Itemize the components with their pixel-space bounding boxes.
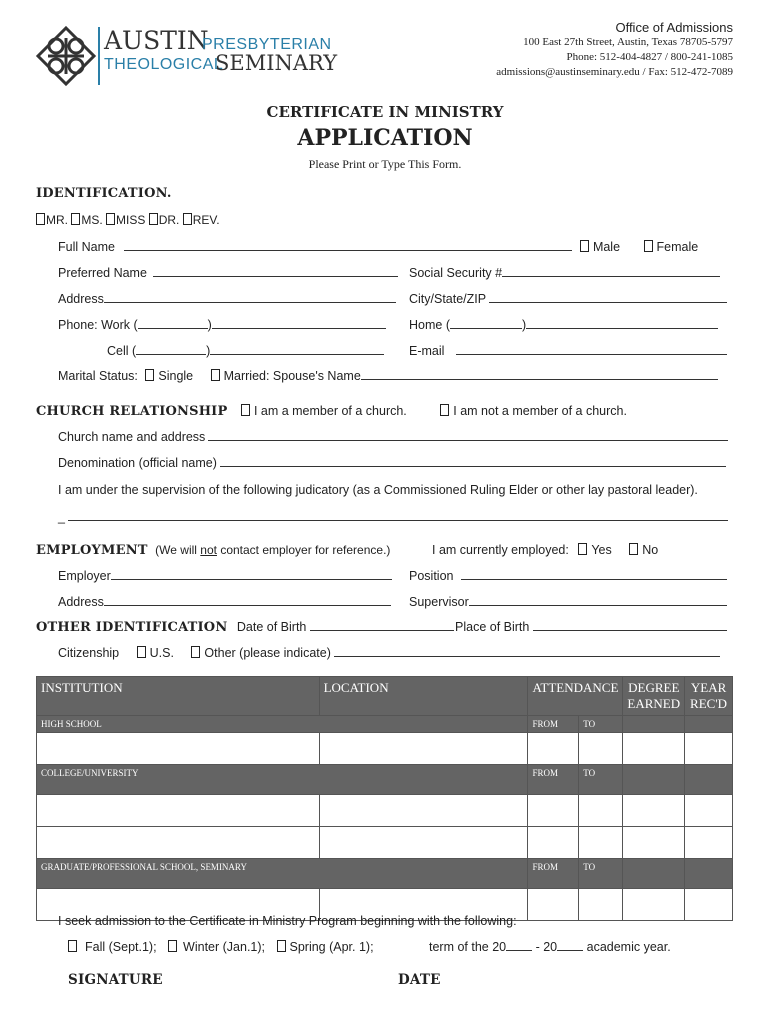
- location-header: LOCATION: [319, 677, 528, 716]
- term-row: Fall (Sept.1); Winter (Jan.1); Spring (Apr. 1);: [68, 940, 374, 954]
- employment-note: (We will not contact employer for reference.): [155, 543, 391, 557]
- work-area-code-field[interactable]: [138, 318, 208, 329]
- academic-year-row: term of the 20 - 20 academic year.: [429, 940, 671, 954]
- spouse-name-field[interactable]: [361, 369, 718, 380]
- not-member-checkbox[interactable]: [440, 404, 449, 416]
- high-school-header-row: HIGH SCHOOL FROM TO: [37, 716, 733, 733]
- single-checkbox[interactable]: [145, 369, 154, 381]
- supervisor-row: Supervisor: [409, 595, 727, 609]
- cell-phone-row: Cell ( ): [107, 344, 384, 358]
- dob-field[interactable]: [310, 620, 454, 631]
- table-row[interactable]: [37, 733, 733, 765]
- email-row: E-mail: [409, 344, 727, 358]
- employed-yes-checkbox[interactable]: [578, 543, 587, 555]
- logo-presbyterian: PRESBYTERIAN: [202, 36, 332, 53]
- address-row: Address: [58, 292, 396, 306]
- work-phone-field[interactable]: [212, 318, 386, 329]
- position-field[interactable]: [461, 569, 727, 580]
- ssn-row: Social Security #: [409, 266, 720, 280]
- employment-heading: EMPLOYMENT: [36, 543, 148, 558]
- logo-seminary: SEMINARY: [215, 51, 338, 75]
- date-label: DATE: [398, 972, 441, 988]
- judicatory-row: _: [58, 510, 728, 524]
- church-heading: CHURCH RELATIONSHIP: [36, 404, 228, 419]
- preferred-name-field[interactable]: [153, 266, 398, 277]
- home-phone-row: Home ( ): [409, 318, 718, 332]
- start-year-field[interactable]: [506, 940, 532, 951]
- ms-checkbox[interactable]: [71, 213, 80, 225]
- other-heading: OTHER IDENTIFICATION: [36, 620, 228, 635]
- denomination-row: Denomination (official name): [58, 456, 726, 470]
- male-checkbox[interactable]: [580, 240, 589, 252]
- supervisor-field[interactable]: [469, 595, 727, 606]
- work-phone-row: Phone: Work ( ): [58, 318, 386, 332]
- education-table: [36, 676, 733, 921]
- married-checkbox[interactable]: [211, 369, 220, 381]
- member-checkbox[interactable]: [241, 404, 250, 416]
- office-address: 100 East 27th Street, Austin, Texas 78705-5797: [523, 36, 733, 48]
- marital-row: Marital Status: Single Married: Spouse's Name: [58, 369, 718, 383]
- college-header-row: COLLEGE/UNIVERSITY FROM TO: [37, 765, 733, 795]
- institution-header: INSTITUTION: [37, 677, 320, 716]
- citizenship-row: Citizenship U.S. Other (please indicate): [58, 646, 720, 660]
- form-instruction: Please Print or Type This Form.: [308, 157, 462, 171]
- seminary-emblem-icon: [34, 24, 98, 88]
- dr-checkbox[interactable]: [149, 213, 158, 225]
- logo: [34, 24, 338, 90]
- mr-checkbox[interactable]: [36, 213, 45, 225]
- logo-theological: THEOLOGICAL: [104, 56, 224, 73]
- employed-no-checkbox[interactable]: [629, 543, 638, 555]
- office-title: Office of Admissions: [615, 20, 733, 35]
- city-row: City/State/ZIP: [409, 292, 727, 306]
- table-header-row: [37, 677, 733, 716]
- employer-address-row: Address: [58, 595, 391, 609]
- church-heading-row: CHURCH RELATIONSHIP I am a member of a church. I am not a member of a church.: [36, 404, 627, 419]
- form-subtitle: CERTIFICATE IN MINISTRY: [266, 103, 504, 121]
- rev-checkbox[interactable]: [183, 213, 192, 225]
- logo-austin: AUSTIN: [104, 26, 209, 55]
- email-field[interactable]: [456, 344, 727, 355]
- ssn-field[interactable]: [502, 266, 720, 277]
- full-name-row: Full Name Male Female: [58, 240, 699, 254]
- supervision-statement: I am under the supervision of the following judicatory (as a Commissioned Ruling Elder or other lay pastoral leader).: [58, 483, 698, 497]
- us-checkbox[interactable]: [137, 646, 146, 658]
- church-name-field[interactable]: [208, 430, 728, 441]
- title-options: MR. MS. MISS DR. REV.: [36, 213, 220, 227]
- employer-address-field[interactable]: [104, 595, 391, 606]
- year-recd-header: YEAR REC'D: [685, 677, 733, 716]
- other-citizenship-field[interactable]: [334, 646, 720, 657]
- degree-earned-header: DEGREE EARNED: [623, 677, 685, 716]
- female-checkbox[interactable]: [644, 240, 653, 252]
- address-field[interactable]: [104, 292, 396, 303]
- employer-field[interactable]: [111, 569, 392, 580]
- miss-checkbox[interactable]: [106, 213, 115, 225]
- church-name-row: Church name and address: [58, 430, 728, 444]
- attendance-header: ATTENDANCE: [528, 677, 623, 716]
- other-heading-row: OTHER IDENTIFICATION Date of Birth: [36, 620, 454, 635]
- home-phone-field[interactable]: [526, 318, 718, 329]
- table-row[interactable]: [37, 795, 733, 827]
- spring-checkbox[interactable]: [277, 940, 286, 952]
- identification-heading: IDENTIFICATION.: [36, 186, 172, 201]
- office-email: admissions@austinseminary.edu / Fax: 512-472-7089: [496, 66, 733, 78]
- cell-area-code-field[interactable]: [136, 344, 206, 355]
- employment-heading-row: [36, 543, 390, 558]
- full-name-field[interactable]: [124, 240, 572, 251]
- graduate-header-row: GRADUATE/PROFESSIONAL SCHOOL, SEMINARY FROM TO: [37, 859, 733, 889]
- office-info: [496, 20, 733, 80]
- admission-statement: I seek admission to the Certificate in Ministry Program beginning with the following:: [58, 914, 517, 928]
- signature-label: SIGNATURE: [68, 972, 163, 988]
- home-area-code-field[interactable]: [450, 318, 522, 329]
- pob-field[interactable]: [533, 620, 727, 631]
- end-year-field[interactable]: [557, 940, 583, 951]
- fall-checkbox[interactable]: [68, 940, 77, 952]
- employer-row: Employer: [58, 569, 392, 583]
- winter-checkbox[interactable]: [168, 940, 177, 952]
- employed-row: I am currently employed: Yes No: [432, 543, 659, 557]
- cell-phone-field[interactable]: [210, 344, 384, 355]
- table-row[interactable]: [37, 827, 733, 859]
- city-field[interactable]: [489, 292, 727, 303]
- denomination-field[interactable]: [220, 456, 726, 467]
- position-row: Position: [409, 569, 727, 583]
- pob-row: Place of Birth: [455, 620, 727, 634]
- office-phone: Phone: 512-404-4827 / 800-241-1085: [566, 51, 733, 63]
- form-title: APPLICATION: [297, 125, 473, 151]
- judicatory-field[interactable]: [68, 510, 728, 521]
- preferred-name-row: Preferred Name: [58, 266, 398, 280]
- other-citizenship-checkbox[interactable]: [191, 646, 200, 658]
